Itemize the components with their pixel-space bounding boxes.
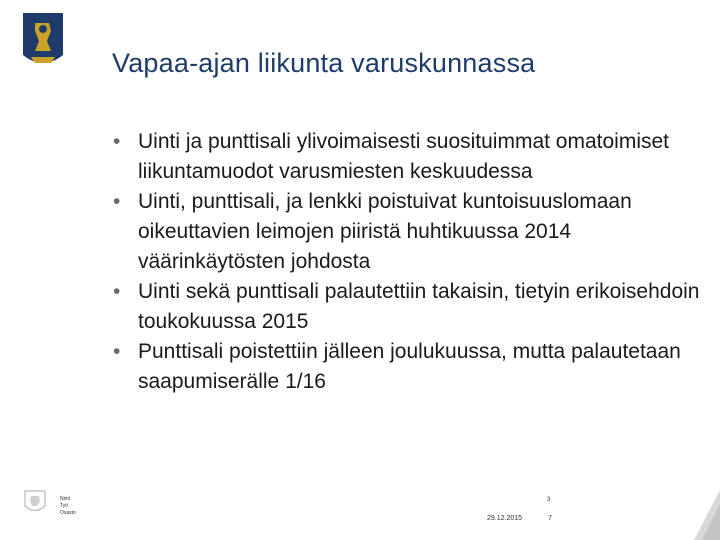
slide-title: Vapaa-ajan liikunta varuskunnassa: [112, 48, 536, 78]
bullet-marker: •: [113, 130, 121, 153]
page-number-top: 3: [547, 497, 551, 503]
coat-of-arms-icon: [24, 490, 46, 516]
bullet-item: [112, 127, 702, 187]
footer-department: Osasto: [60, 510, 76, 516]
corner-decoration: [694, 490, 720, 540]
bullet-item: [112, 277, 702, 337]
footer-work: Työ: [60, 503, 69, 509]
bullet-marker: •: [113, 280, 121, 303]
navy-lion-emblem-icon: [21, 11, 65, 73]
bullet-list: [112, 127, 702, 397]
bullet-marker: •: [113, 340, 121, 363]
bullet-item: [112, 187, 702, 277]
bullet-item: [112, 337, 702, 397]
footer-date: 29.12.2015: [487, 515, 523, 522]
bullet-text: Uinti sekä punttisali palautettiin takaisin, tietyin erikoisehdoin toukokuussa 2015: [138, 280, 700, 333]
footer-org-info: [60, 496, 76, 517]
bullet-marker: •: [113, 190, 121, 213]
footer-name: Nimi: [60, 496, 70, 502]
bullet-text: Punttisali poistettiin jälleen joulukuussa, mutta palautetaan saapumiserälle 1/16: [138, 340, 681, 393]
bullet-text: Uinti, punttisali, ja lenkki poistuivat kuntoisuuslomaan oikeuttavien leimojen piiristä huhtikuussa 2014 väärinkäytösten johdosta: [138, 190, 632, 273]
page-number-bottom: 7: [548, 515, 552, 522]
bullet-text: Uinti ja punttisali ylivoimaisesti suosituimmat omatoimiset liikuntamuodot varusmiesten keskuudessa: [138, 130, 670, 183]
